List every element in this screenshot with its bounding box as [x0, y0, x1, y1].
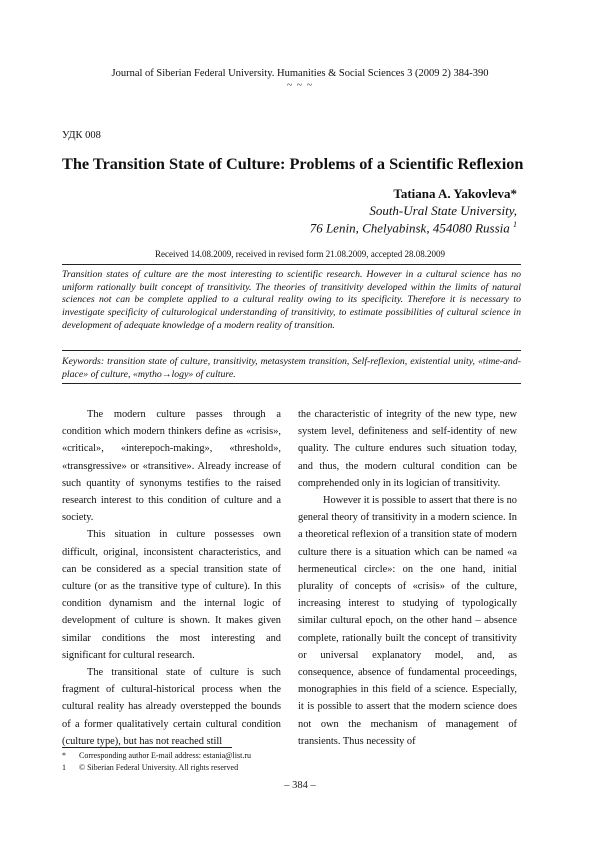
- affiliation-footnote-mark: 1: [513, 220, 517, 229]
- footnote-text: © Siberian Federal University. All rights reserved: [79, 763, 239, 772]
- body-column-right: [298, 406, 517, 750]
- author-name: Tatiana A. Yakovleva*: [393, 186, 517, 201]
- page-number: – 384 –: [284, 780, 316, 791]
- abstract-top-rule: [62, 264, 521, 265]
- abstract: Transition states of culture are the most interesting to scientific research. However in a cultural science has no uniform rationally built concept of transitivity. The theories of transitivity developed within the limits of natural sciences not can be complete applied to a cultural reality owing to its specificity. Therefore it is necessary to investigate specificity of culturological understanding of transitivity, to estimate possibilities of cultural science in development of adequate knowledge of a modern reality of transition.: [62, 269, 521, 331]
- body-paragraph: The transitional state of culture is such fragment of cultural-historical process when the cultural reality has already overstepped the bounds of a former qualitatively certain cultural condition (culture type), but has not reached still: [62, 667, 281, 747]
- udk-code: УДК 008: [62, 130, 101, 141]
- author-address-text: 76 Lenin, Chelyabinsk, 454080 Russia: [309, 220, 513, 236]
- received-dates: Received 14.08.2009, received in revised form 21.08.2009, accepted 28.08.2009: [155, 249, 445, 259]
- footnote-corresponding-author: [62, 751, 251, 760]
- author-affiliation: South-Ural State University,: [369, 203, 517, 218]
- article-title: The Transition State of Culture: Problems of a Scientific Reflexion: [62, 154, 524, 173]
- body-paragraph-continued: the characteristic of integrity of the new type, new system level, definiteness and self-identity of new quality. The culture endures such situation today, and thus, the modern cultural condition can be comprehended only in its logician of transitivity.: [298, 409, 517, 489]
- keywords: Keywords: transition state of culture, transitivity, metasystem transition, Self-reflexion, existential unity, «time-and-place» of culture, «mytho→logy» of culture.: [62, 356, 521, 380]
- footnote-rule: [62, 747, 232, 748]
- body-paragraph: This situation in culture possesses own difficult, original, inconsistent characteristics, and can be considered as a special transition state of culture (or as the transitive type of culture). In this condition dynamism and the internal logic of development of culture is shown. It makes given similar conditions the most interesting and significant for cultural research.: [62, 529, 281, 661]
- footnote-text: Corresponding author E-mail address: estania@list.ru: [79, 751, 251, 760]
- header-ornament: ~ ~ ~: [286, 80, 314, 91]
- journal-header: Journal of Siberian Federal University. Humanities & Social Sciences 3 (2009 2) 384-390: [111, 68, 489, 79]
- footnote-mark: 1: [62, 763, 66, 772]
- author-address: [310, 220, 517, 236]
- footnote-mark: *: [62, 751, 66, 760]
- keywords-bottom-rule: [62, 383, 521, 384]
- footnote-copyright: [62, 763, 238, 772]
- body-paragraph: The modern culture passes through a condition which modern thinkers define as «crisis», «critical», «interepoch-making», «threshold», «transgressive» or «transitive». Already increase of such quantity of synonyms testifies to the raised research interest to this condition of culture and a society.: [62, 409, 281, 524]
- body-paragraph: However it is possible to assert that there is no general theory of transitivity in a modern science. In a theoretical reflexion of a transition state of modern culture there is a situation which can be named «a hermeneutical circle»: on the one hand, initial plurality of concepts of «crisis» of the culture, increasing interest to studying of typologically similar cultural epoch, on the other hand – absence complete, rationally built the concept of transitivity or universal explanatory model, and, as consequence, absence of fundamental proceedings, monographies in this field of a science. Especially, it is possible to assert that the modern science does not own the mechanism of management of transients. Thus necessity of: [298, 495, 517, 747]
- abstract-divider-rule: [62, 350, 521, 351]
- body-column-left: [62, 406, 281, 750]
